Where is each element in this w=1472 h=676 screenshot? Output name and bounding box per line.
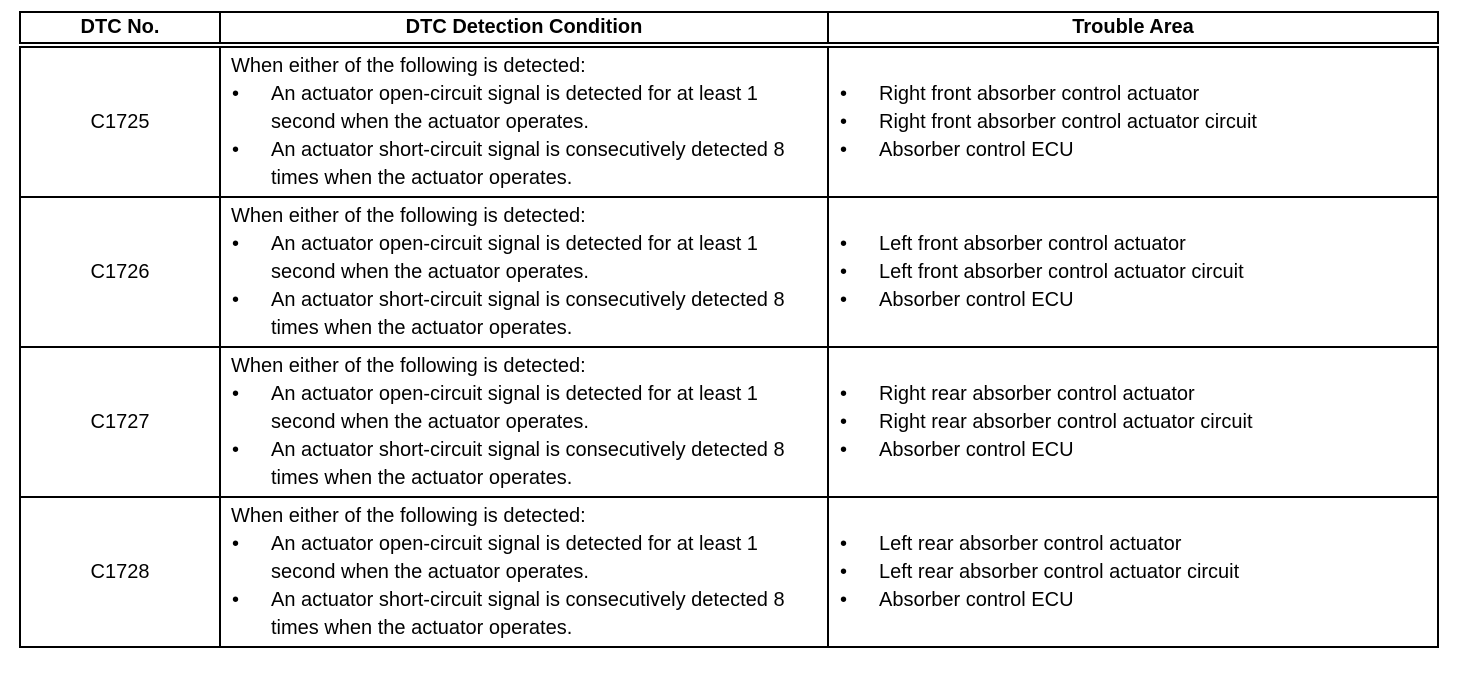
- trouble-area-item: [839, 230, 1431, 258]
- trouble-area-text: Right front absorber control actuator circuit: [879, 111, 1257, 133]
- bullet-icon: •: [232, 383, 240, 405]
- trouble-area-text: Left rear absorber control actuator: [879, 533, 1182, 555]
- condition-text: An actuator short-circuit signal is consecutively detected 8 times when the actuator operates.: [271, 589, 785, 639]
- table-row: [20, 497, 1438, 647]
- bullet-icon: •: [840, 533, 848, 555]
- trouble-area-item: [839, 136, 1431, 164]
- condition-text: An actuator open-circuit signal is detected for at least 1 second when the actuator operates.: [271, 533, 758, 583]
- trouble-area-list: [839, 80, 1431, 164]
- condition-text: An actuator open-circuit signal is detected for at least 1 second when the actuator operates.: [271, 233, 758, 283]
- condition-list: [231, 230, 821, 342]
- dtc-code-cell: C1727: [20, 347, 220, 497]
- condition-item: [231, 230, 821, 286]
- detection-condition-cell: [220, 45, 828, 197]
- detection-condition-cell: [220, 497, 828, 647]
- bullet-icon: •: [840, 83, 848, 105]
- condition-intro: When either of the following is detected:: [231, 55, 586, 77]
- bullet-icon: •: [840, 439, 848, 461]
- trouble-area-list: [839, 530, 1431, 614]
- trouble-area-text: Absorber control ECU: [879, 289, 1074, 311]
- condition-item: [231, 286, 821, 342]
- dtc-code-cell: C1728: [20, 497, 220, 647]
- bullet-icon: •: [232, 589, 240, 611]
- trouble-area-cell: [828, 497, 1438, 647]
- trouble-area-item: [839, 380, 1431, 408]
- table-row: [20, 45, 1438, 197]
- trouble-area-item: [839, 586, 1431, 614]
- condition-list: [231, 380, 821, 492]
- trouble-area-list: [839, 230, 1431, 314]
- condition-text: An actuator short-circuit signal is consecutively detected 8 times when the actuator operates.: [271, 439, 785, 489]
- condition-item: [231, 436, 821, 492]
- header-trouble-area: Trouble Area: [828, 12, 1438, 45]
- trouble-area-cell: [828, 45, 1438, 197]
- bullet-icon: •: [232, 83, 240, 105]
- bullet-icon: •: [840, 289, 848, 311]
- bullet-icon: •: [840, 261, 848, 283]
- bullet-icon: •: [840, 383, 848, 405]
- condition-intro: When either of the following is detected:: [231, 505, 586, 527]
- table-row: [20, 347, 1438, 497]
- condition-item: [231, 136, 821, 192]
- condition-item: [231, 586, 821, 642]
- dtc-code-cell: C1725: [20, 45, 220, 197]
- condition-text: An actuator open-circuit signal is detected for at least 1 second when the actuator operates.: [271, 383, 758, 433]
- bullet-icon: •: [840, 589, 848, 611]
- trouble-area-item: [839, 80, 1431, 108]
- trouble-area-text: Left front absorber control actuator: [879, 233, 1186, 255]
- bullet-icon: •: [840, 561, 848, 583]
- table-row: [20, 197, 1438, 347]
- dtc-code-cell: C1726: [20, 197, 220, 347]
- trouble-area-cell: [828, 197, 1438, 347]
- dtc-table: [19, 11, 1439, 648]
- condition-text: An actuator short-circuit signal is consecutively detected 8 times when the actuator operates.: [271, 139, 785, 189]
- bullet-icon: •: [232, 289, 240, 311]
- trouble-area-item: [839, 530, 1431, 558]
- condition-item: [231, 530, 821, 586]
- trouble-area-item: [839, 436, 1431, 464]
- trouble-area-item: [839, 108, 1431, 136]
- bullet-icon: •: [840, 233, 848, 255]
- trouble-area-item: [839, 558, 1431, 586]
- trouble-area-text: Right rear absorber control actuator: [879, 383, 1195, 405]
- trouble-area-text: Absorber control ECU: [879, 139, 1074, 161]
- bullet-icon: •: [232, 233, 240, 255]
- trouble-area-item: [839, 286, 1431, 314]
- condition-item: [231, 380, 821, 436]
- trouble-area-item: [839, 408, 1431, 436]
- header-dtc-no: DTC No.: [20, 12, 220, 45]
- bullet-icon: •: [232, 533, 240, 555]
- trouble-area-text: Absorber control ECU: [879, 589, 1074, 611]
- condition-list: [231, 80, 821, 192]
- bullet-icon: •: [840, 111, 848, 133]
- trouble-area-text: Left front absorber control actuator circuit: [879, 261, 1244, 283]
- condition-item: [231, 80, 821, 136]
- condition-list: [231, 530, 821, 642]
- bullet-icon: •: [232, 439, 240, 461]
- bullet-icon: •: [840, 411, 848, 433]
- trouble-area-list: [839, 380, 1431, 464]
- trouble-area-item: [839, 258, 1431, 286]
- trouble-area-cell: [828, 347, 1438, 497]
- detection-condition-cell: [220, 197, 828, 347]
- condition-intro: When either of the following is detected:: [231, 205, 586, 227]
- trouble-area-text: Absorber control ECU: [879, 439, 1074, 461]
- header-row: [20, 12, 1438, 45]
- condition-text: An actuator open-circuit signal is detected for at least 1 second when the actuator operates.: [271, 83, 758, 133]
- trouble-area-text: Right rear absorber control actuator circuit: [879, 411, 1253, 433]
- detection-condition-cell: [220, 347, 828, 497]
- header-detection-condition: DTC Detection Condition: [220, 12, 828, 45]
- trouble-area-text: Left rear absorber control actuator circuit: [879, 561, 1240, 583]
- table-header: [20, 12, 1438, 45]
- table-body: [20, 45, 1438, 647]
- trouble-area-text: Right front absorber control actuator: [879, 83, 1200, 105]
- condition-intro: When either of the following is detected:: [231, 355, 586, 377]
- bullet-icon: •: [232, 139, 240, 161]
- bullet-icon: •: [840, 139, 848, 161]
- condition-text: An actuator short-circuit signal is consecutively detected 8 times when the actuator operates.: [271, 289, 785, 339]
